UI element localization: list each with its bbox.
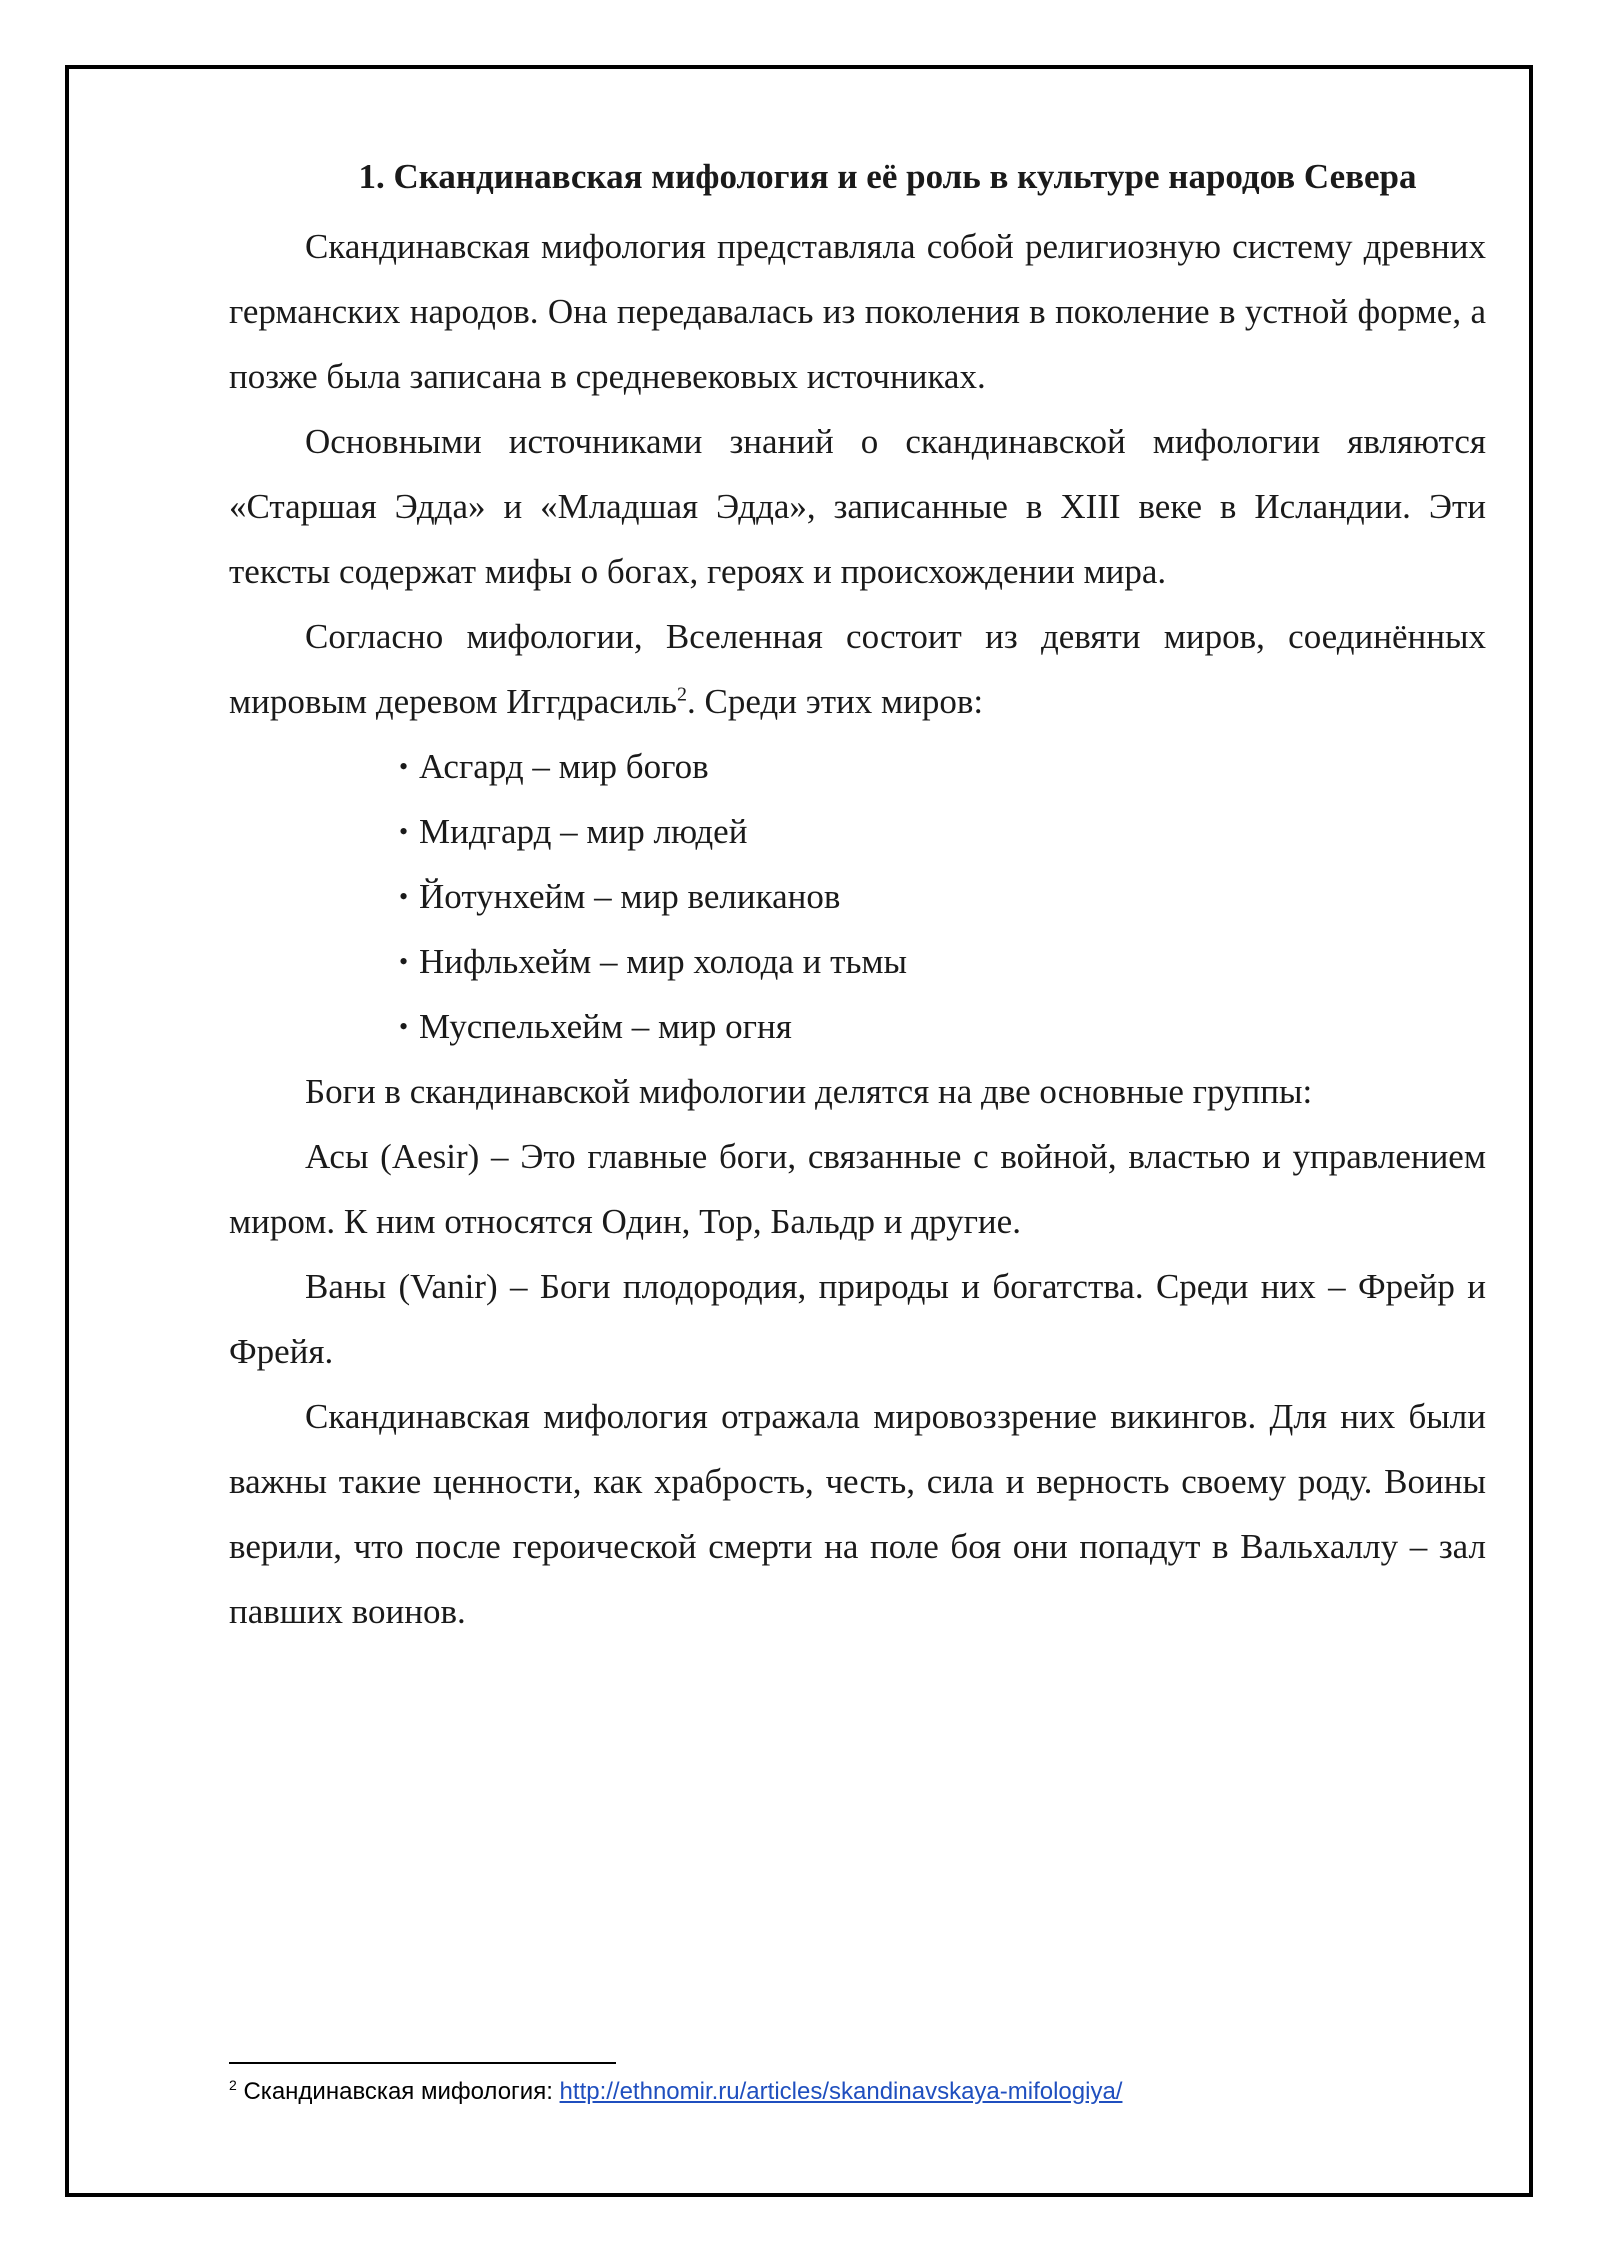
list-item bbox=[399, 734, 1486, 799]
paragraph-vanir: Ваны (Vanir) – Боги плодородия, природы и богатства. Среди них – Фрейр и Фрейя. bbox=[229, 1267, 1486, 1371]
list-item bbox=[399, 994, 1486, 1059]
bullet-icon: • bbox=[399, 752, 409, 781]
worlds-intro-tail: . Среди этих миров: bbox=[687, 682, 984, 721]
footnote bbox=[229, 2078, 1122, 2106]
footnote-reference[interactable]: 2 bbox=[677, 683, 687, 706]
document-body bbox=[229, 150, 1486, 1644]
bullet-icon: • bbox=[399, 1012, 409, 1041]
paragraph-gods-groups: Боги в скандинавской мифологии делятся на две основные группы: bbox=[305, 1072, 1313, 1111]
bullet-icon: • bbox=[399, 947, 409, 976]
list-item-text: Нифльхейм – мир холода и тьмы bbox=[419, 942, 908, 981]
worlds-list bbox=[229, 734, 1486, 1059]
paragraph-worldview: Скандинавская мифология отражала мировоззрение викингов. Для них были важны такие ценности, как храбрость, честь, сила и верность своему роду. Воины верили, что после героической смерти на поле боя они попадут в Вальхаллу – зал павших воинов. bbox=[229, 1397, 1486, 1631]
bullet-icon: • bbox=[399, 882, 409, 911]
list-item-text: Мидгард – мир людей bbox=[419, 812, 748, 851]
footnote-text: Скандинавская мифология: bbox=[236, 2078, 560, 2105]
paragraph-worlds-intro bbox=[229, 604, 1486, 734]
list-item bbox=[399, 929, 1486, 994]
paragraph-sources: Основными источниками знаний о скандинавской мифологии являются «Старшая Эдда» и «Младшая Эдда», записанные в XIII веке в Исландии. Эти тексты содержат мифы о богах, героях и происхождении мира. bbox=[229, 422, 1486, 591]
list-item bbox=[399, 864, 1486, 929]
paragraph-intro: Скандинавская мифология представляла собой религиозную систему древних германских народов. Она передавалась из поколения в поколение в устной форме, а позже была записана в средневековых источниках. bbox=[229, 227, 1486, 396]
list-item-text: Муспельхейм – мир огня bbox=[419, 1007, 792, 1046]
list-item-text: Йотунхейм – мир великанов bbox=[419, 877, 841, 916]
footnote-separator bbox=[229, 2062, 616, 2064]
bullet-icon: • bbox=[399, 817, 409, 846]
footnote-marker: 2 bbox=[229, 2077, 237, 2093]
list-item bbox=[399, 799, 1486, 864]
section-heading: 1. Скандинавская мифология и её роль в культуре народов Севера bbox=[358, 157, 1417, 196]
list-item-text: Асгард – мир богов bbox=[419, 747, 709, 786]
paragraph-aesir: Асы (Aesir) – Это главные боги, связанные с войной, властью и управлением миром. К ним относятся Один, Тор, Бальдр и другие. bbox=[229, 1137, 1486, 1241]
footnote-link[interactable]: http://ethnomir.ru/articles/skandinavskaya-mifologiya/ bbox=[559, 2078, 1123, 2105]
worlds-intro-text: Согласно мифологии, Вселенная состоит из девяти миров, соединённых мировым деревом Иггдрасиль bbox=[229, 617, 1486, 721]
